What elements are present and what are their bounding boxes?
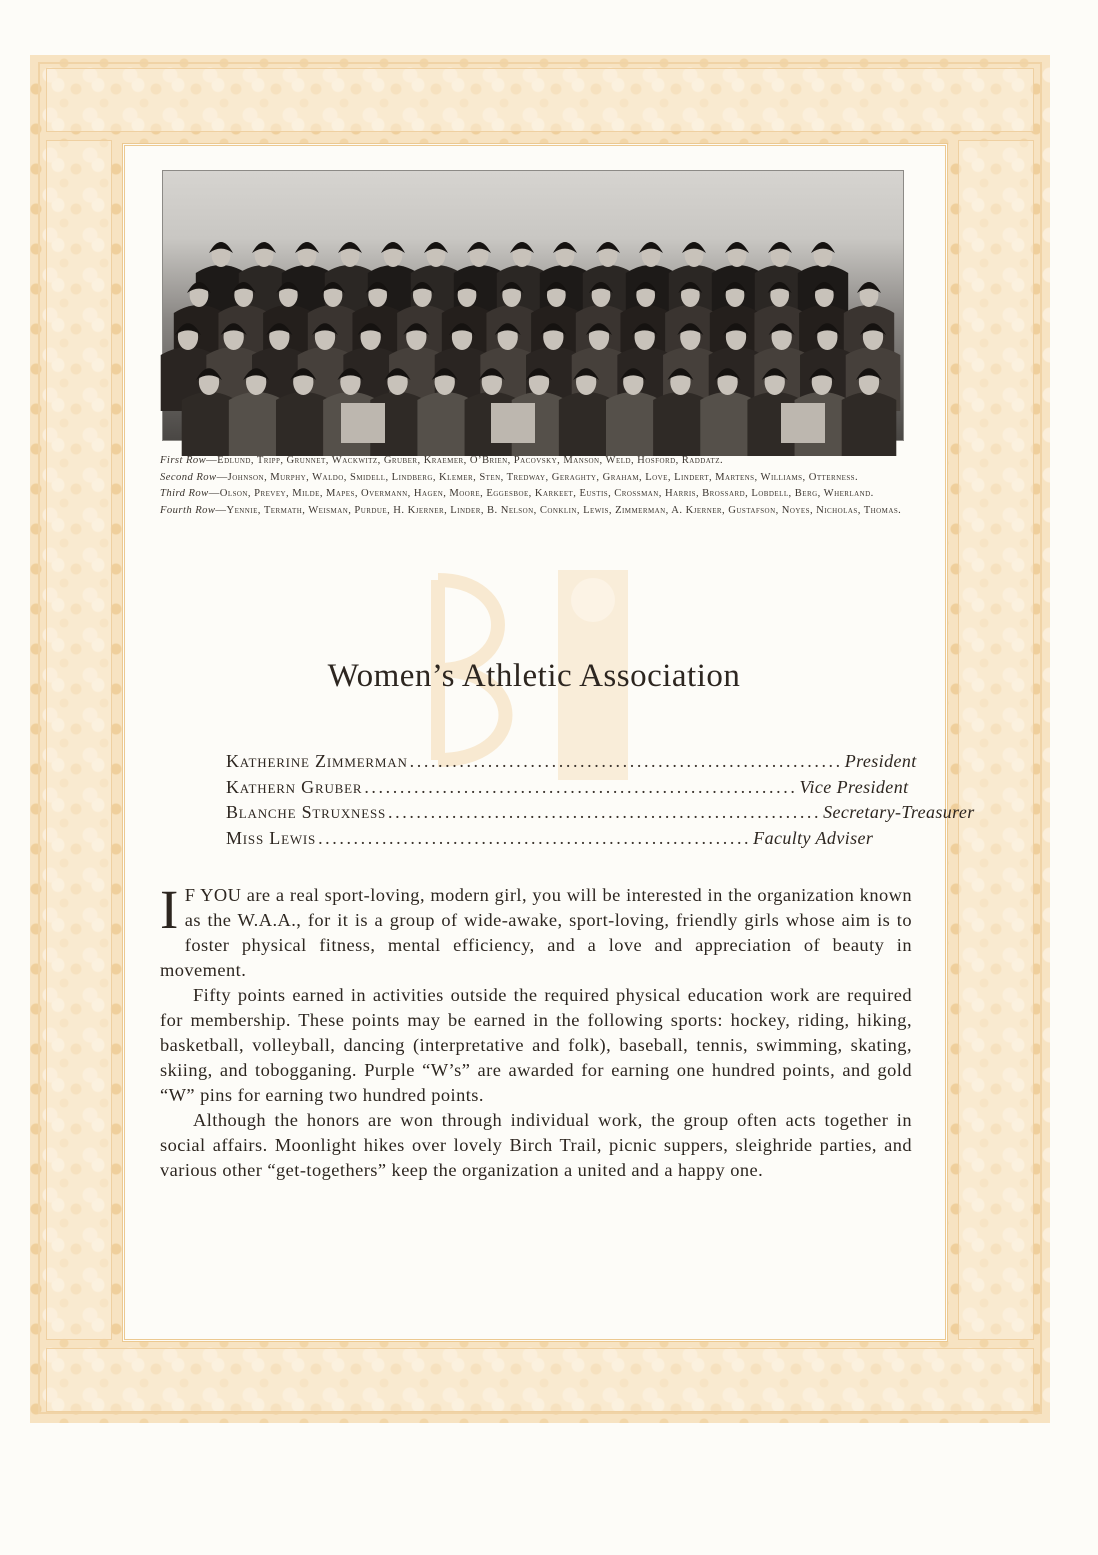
leader-dots: ............................................................. (409, 751, 843, 771)
leader-dots: ............................................................. (388, 802, 822, 822)
figure-body (606, 392, 661, 456)
photo-caption (160, 453, 912, 519)
figure-body (653, 392, 708, 456)
officer-role: Vice President (799, 776, 909, 797)
caption-second-row (160, 470, 912, 487)
leader-dots: ............................................................. (364, 776, 798, 797)
drop-cap: I (160, 879, 179, 940)
officer-name: Katherine Zimmerman (226, 751, 408, 771)
left-ornament-band (46, 140, 112, 1340)
figure-body (182, 392, 237, 456)
caption-row-label: Fourth Row (160, 504, 216, 516)
figure-body (276, 392, 331, 456)
bottom-ornament-band (46, 1348, 1034, 1412)
caption-row-names: —Edlund, Tripp, Grunnet, Wackwitz, Gruber, Kraemer, O’Brien, Pacovsky, Manson, Weld, Hosford, Raddatz. (206, 455, 724, 466)
right-ornament-band (958, 140, 1034, 1340)
officer-name: Kathern Gruber (226, 776, 363, 797)
figure-body (842, 392, 897, 456)
officer-row (226, 800, 975, 826)
light-blouse (341, 403, 385, 443)
caption-row-label: Third Row (160, 488, 209, 499)
light-blouse (781, 403, 825, 443)
officers-list (226, 749, 975, 851)
officer-role: Secretary-Treasurer (823, 802, 975, 822)
figure-body (417, 392, 472, 456)
caption-fourth-row (160, 503, 912, 520)
paragraph-2: Fifty points earned in activities outside the required physical education work are required for membership. These points may be earned in the following sports: hockey, riding, hiking, basketball, volleyball, dancing (interpretative and folk), baseball, tennis, swimming, skating, skiing, and tobogganing. Purple “W’s” are awarded for earning one hundred points, and gold “W” pins for earning two hundred points. (160, 985, 912, 1105)
caption-row-label: Second Row (160, 471, 217, 483)
figure-body (559, 392, 614, 456)
page-title: Women’s Athletic Association (327, 658, 741, 694)
caption-row-names: —Johnson, Murphy, Waldo, Smidell, Lindberg, Klemer, Sten, Tredway, Geraghty, Graham, Love, Lindert, Martens, Williams, Otterness. (216, 471, 859, 483)
officer-row (226, 749, 917, 775)
officer-name: Blanche Struxness (226, 802, 387, 822)
officer-role: President (844, 751, 917, 771)
caption-third-row (160, 486, 912, 503)
paragraph-1 (160, 879, 912, 983)
article-body (160, 879, 912, 1183)
leader-dots: ............................................................. (318, 827, 752, 848)
figure-body (229, 392, 284, 456)
caption-row-names: —Yennie, Termath, Weisman, Purdue, H. Kjerner, Linder, B. Nelson, Conklin, Lewis, Zimmerman, A. Kjerner, Gustafson, Noyes, Nicholas, Thomas. (215, 504, 902, 516)
top-ornament-band (46, 68, 1034, 132)
officer-row (226, 775, 909, 801)
group-photograph (162, 170, 904, 441)
light-blouse (491, 403, 535, 443)
caption-first-row (160, 453, 912, 470)
officer-role: Faculty Adviser (753, 827, 874, 848)
figure-body (700, 392, 755, 456)
caption-row-names: —Olson, Prevey, Milde, Mapes, Overmann, Hagen, Moore, Eggesboe, Karkeet, Eustis, Crossman, Harris, Brossard, Lobdell, Berg, Wherland. (208, 488, 874, 499)
paragraph-1-text: F YOU are a real sport-loving, modern girl, you will be interested in the organization known as the W.A.A., for it is a group of wide-awake, sport-loving, friendly girls whose aim is to foster physical fitness, mental efficiency, and a love and appreciation of beauty in movement. (160, 885, 912, 980)
paragraph-3: Although the honors are won through individual work, the group often acts together in social affairs. Moonlight hikes over lovely Birch Trail, picnic suppers, sleighride parties, and various other “get-togethers” keep the organization a united and a happy one. (160, 1110, 912, 1180)
caption-row-label: First Row (160, 455, 207, 466)
officer-name: Miss Lewis (226, 827, 317, 848)
officer-row (226, 826, 874, 852)
